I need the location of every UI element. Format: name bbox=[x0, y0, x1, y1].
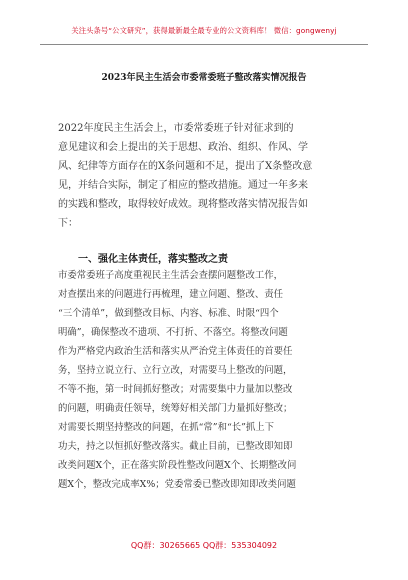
header-divider bbox=[40, 44, 368, 45]
section-heading: 一、强化主体责任，落实整改之责 bbox=[78, 254, 228, 265]
body-line: 务，坚持立说立行、立行立改，对需要马上整改的问题， bbox=[58, 365, 293, 376]
body-line: 对需要长期坚持整改的问题，在抓“常”和“长”抓上下 bbox=[58, 422, 275, 433]
intro-line: 下： bbox=[58, 218, 78, 229]
intro-line: 2022年度民主生活会上，市委常委班子针对征求到的 bbox=[58, 123, 294, 134]
body-line: 的问题，明确责任领导，统筹好相关部门力量抓好整改； bbox=[58, 403, 293, 414]
body-line: “三个清单”，做到整改目标、内容、标准、时限“四个 bbox=[58, 308, 279, 319]
document-title: 2023年民主生活会市委常委班子整改落实情况报告 bbox=[101, 73, 307, 83]
intro-line: 意见建议和会上提出的关于思想、政治、组织、作风、学 bbox=[58, 142, 308, 153]
body-line: 不等不拖，第一时间抓好整改；对需要集中力量加以整改 bbox=[58, 384, 293, 395]
body-line: 改类问题X个，正在落实阶段性整改问题X个、长期整改问 bbox=[58, 460, 297, 471]
intro-line: 风、纪律等方面存在的X条问题和不足，提出了X条整改意 bbox=[58, 161, 313, 172]
footer-contact: QQ群：30265665 QQ群：535304092 bbox=[130, 541, 278, 550]
intro-paragraph bbox=[58, 119, 312, 233]
body-line: 明确”，确保整改不遗项、不打折、不落空。将整改问题 bbox=[58, 327, 288, 338]
body-line: 市委常委班子高度重视民主生活会查摆问题整改工作， bbox=[58, 270, 284, 281]
body-line: 作为严格党内政治生活和落实从严治党主体责任的首要任 bbox=[58, 346, 293, 357]
body-line: 题X个，整改完成率X%；党委常委已整改即知即改类问题 bbox=[58, 479, 296, 490]
intro-line: 的实践和整改，取得较好成效。现将整改落实情况报告如 bbox=[58, 199, 308, 210]
body-line: 功夫，持之以恒抓好整改落实。截止目前，已整改即知即 bbox=[58, 441, 293, 452]
intro-line: 见，并结合实际，制定了相应的整改措施。通过一年多来 bbox=[58, 180, 308, 191]
section-body-paragraph bbox=[58, 266, 296, 494]
header-banner: 关注头条号“公文研究”，获得最新最全最专业的公文资料库！ 微信：gongwenyj bbox=[71, 26, 337, 35]
body-line: 对查摆出来的问题进行再梳理，建立问题、整改、责任 bbox=[58, 289, 284, 300]
